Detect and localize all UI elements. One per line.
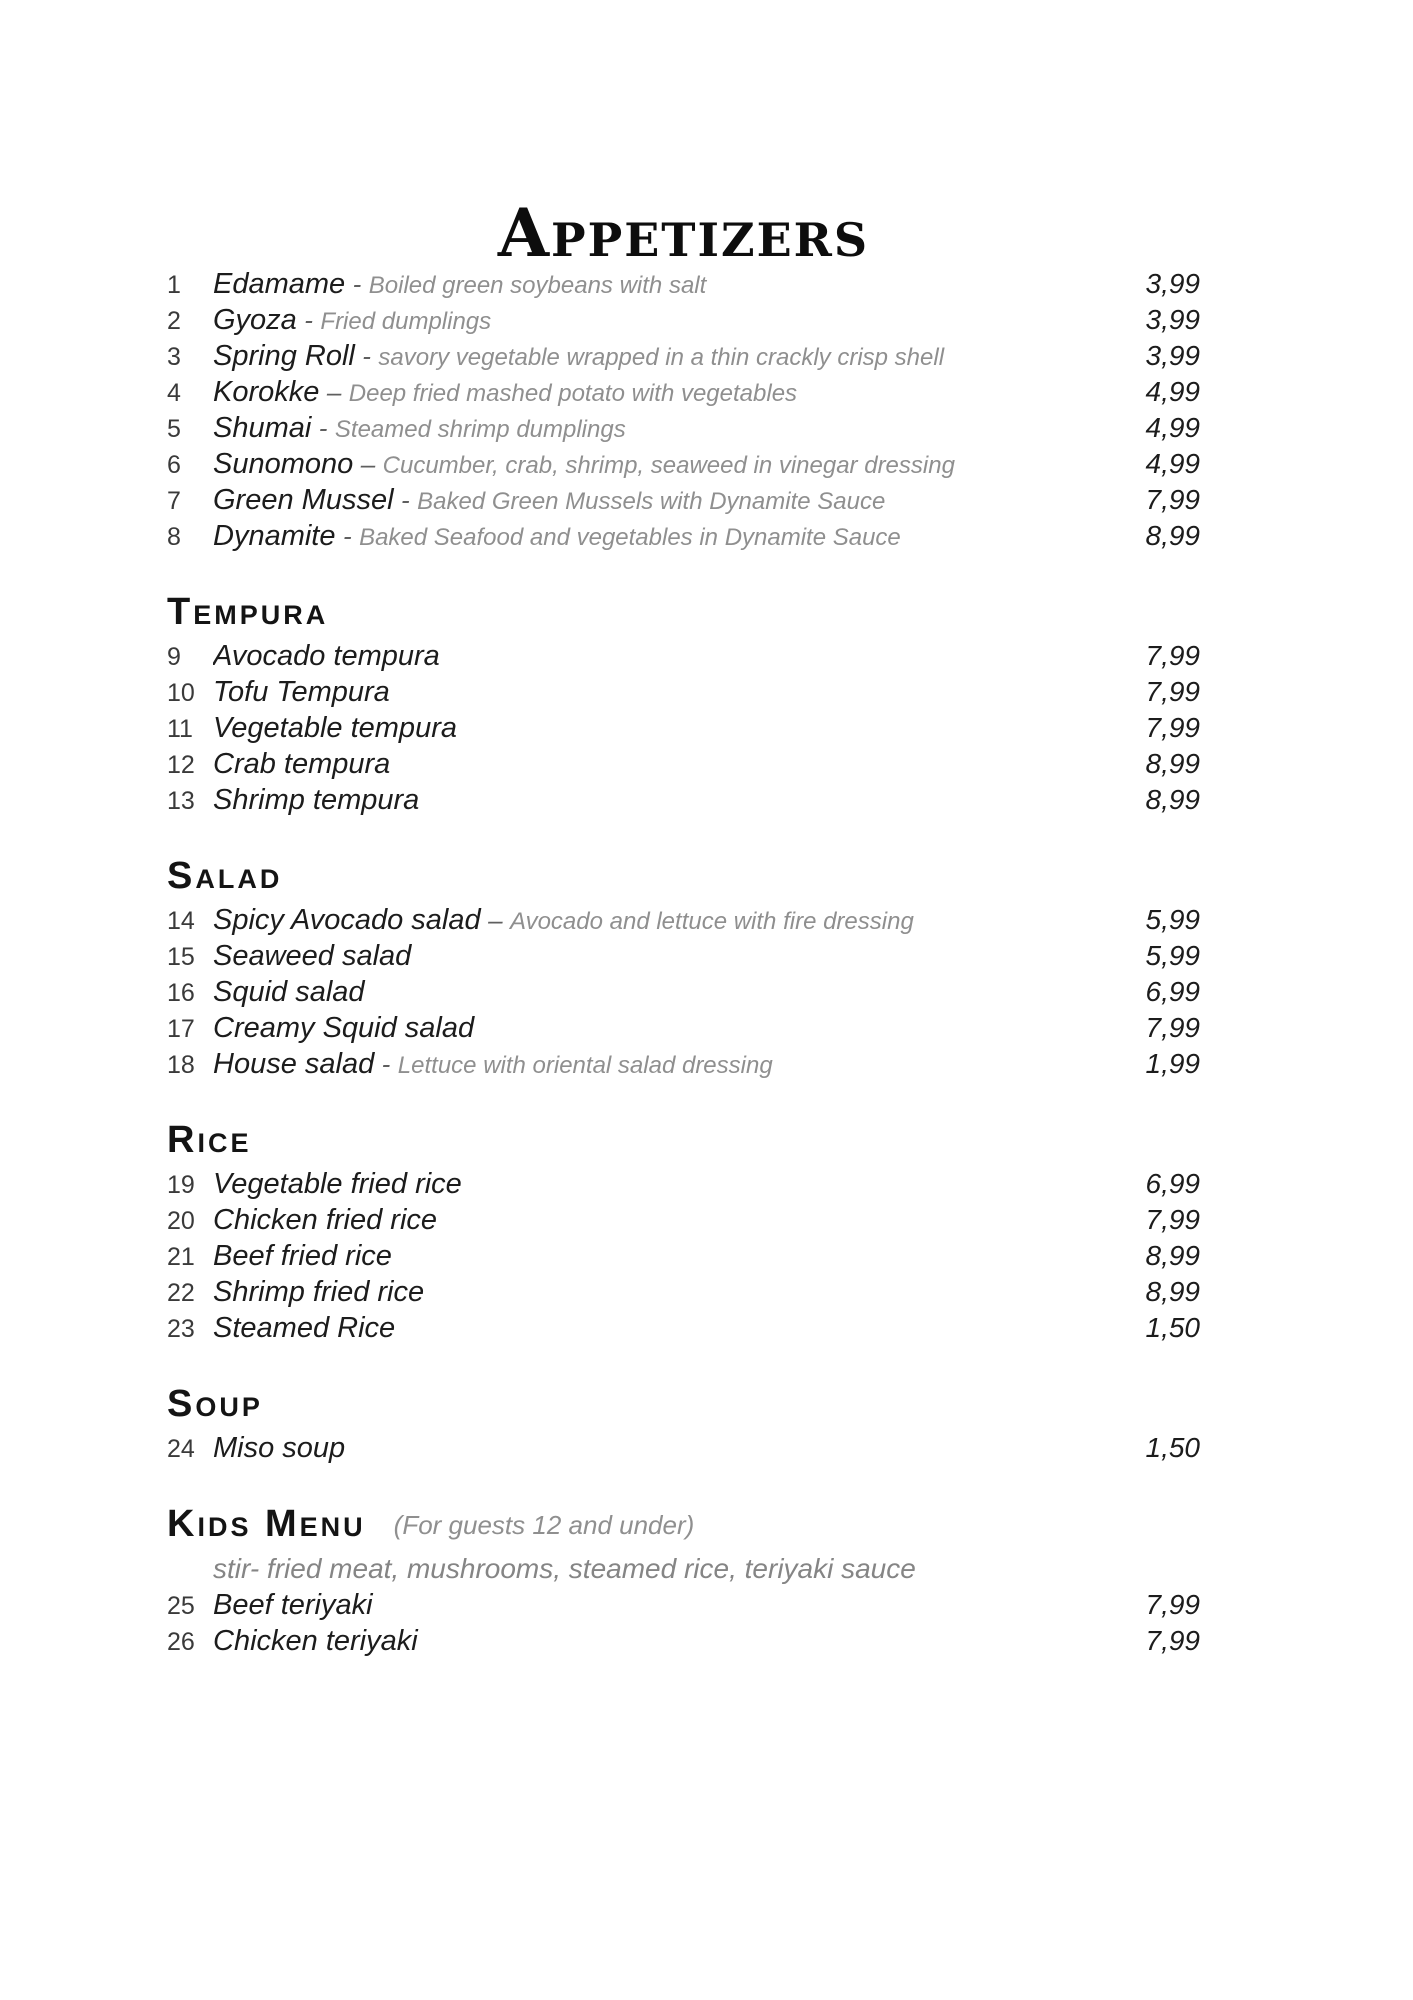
item-price: 7,99 bbox=[1145, 1625, 1200, 1656]
section-heading-salad: Salad bbox=[167, 855, 283, 897]
item-separator: - bbox=[342, 521, 352, 551]
menu-item-row bbox=[167, 410, 1200, 446]
section-heading-kids-menu bbox=[167, 1502, 1200, 1547]
item-price: 6,99 bbox=[1145, 976, 1200, 1007]
item-text bbox=[213, 374, 1120, 415]
kids-menu-heading-label: Kids Menu bbox=[167, 1503, 366, 1545]
item-name: Squid salad bbox=[213, 976, 365, 1008]
menu-item-row bbox=[167, 746, 1200, 782]
item-text bbox=[213, 1166, 1120, 1207]
item-name: Spicy Avocado salad bbox=[213, 904, 481, 936]
item-name: Tofu Tempura bbox=[213, 676, 390, 708]
item-number: 7 bbox=[167, 487, 181, 515]
item-number: 26 bbox=[167, 1628, 195, 1656]
section-kids-menu bbox=[167, 1502, 1200, 1659]
item-name: Miso soup bbox=[213, 1432, 346, 1464]
item-price: 4,99 bbox=[1145, 448, 1200, 479]
item-text bbox=[213, 482, 1120, 523]
item-name: Vegetable fried rice bbox=[213, 1168, 462, 1200]
item-price: 8,99 bbox=[1145, 1276, 1200, 1307]
item-number: 14 bbox=[167, 907, 195, 935]
item-text bbox=[213, 410, 1120, 451]
item-text bbox=[213, 938, 1120, 979]
menu-item-row bbox=[167, 374, 1200, 410]
menu-item-row bbox=[167, 1430, 1200, 1466]
menu-item-row bbox=[167, 674, 1200, 710]
section-heading-tempura: Tempura bbox=[167, 591, 329, 633]
item-text bbox=[213, 446, 1120, 487]
item-name: Sunomono bbox=[213, 448, 354, 480]
item-description: Fried dumplings bbox=[320, 308, 492, 335]
item-name: Gyoza bbox=[213, 304, 297, 336]
item-price: 7,99 bbox=[1145, 1204, 1200, 1235]
menu-item-row bbox=[167, 1046, 1200, 1082]
item-separator: - bbox=[362, 341, 371, 371]
item-separator: - bbox=[318, 413, 328, 443]
item-text bbox=[213, 1010, 1120, 1051]
item-number: 17 bbox=[167, 1015, 195, 1043]
menu-item-row bbox=[167, 302, 1200, 338]
item-name: Dynamite bbox=[213, 520, 336, 552]
item-price: 5,99 bbox=[1145, 904, 1200, 935]
item-text bbox=[213, 1623, 1120, 1664]
item-separator: - bbox=[381, 1049, 391, 1079]
section-soup bbox=[167, 1382, 1200, 1466]
item-text bbox=[213, 302, 1120, 343]
item-name: Seaweed salad bbox=[213, 940, 412, 972]
item-number: 23 bbox=[167, 1315, 195, 1343]
menu-item-row bbox=[167, 974, 1200, 1010]
item-price: 7,99 bbox=[1145, 640, 1200, 671]
item-name: Beef teriyaki bbox=[213, 1589, 373, 1621]
menu-item-row bbox=[167, 338, 1200, 374]
item-text bbox=[213, 638, 1120, 679]
item-price: 1,50 bbox=[1145, 1432, 1200, 1463]
item-price: 6,99 bbox=[1145, 1168, 1200, 1199]
kids-menu-age-note: (For guests 12 and under) bbox=[393, 1510, 695, 1540]
item-text bbox=[213, 746, 1120, 787]
item-number: 20 bbox=[167, 1207, 195, 1235]
item-separator: - bbox=[400, 485, 410, 515]
item-text bbox=[213, 1587, 1120, 1628]
item-price: 4,99 bbox=[1145, 412, 1200, 443]
section-heading-rice: Rice bbox=[167, 1119, 252, 1161]
item-price: 5,99 bbox=[1145, 940, 1200, 971]
menu-item-row bbox=[167, 1238, 1200, 1274]
menu-item-row bbox=[167, 782, 1200, 818]
item-name: Spring Roll bbox=[213, 340, 355, 372]
menu-item-row bbox=[167, 1310, 1200, 1346]
item-name: Beef fried rice bbox=[213, 1240, 392, 1272]
item-separator: – bbox=[326, 377, 342, 407]
section-salad bbox=[167, 854, 1200, 1082]
item-description: Steamed shrimp dumplings bbox=[334, 416, 626, 443]
item-name: Chicken teriyaki bbox=[213, 1625, 418, 1657]
item-text bbox=[213, 1238, 1120, 1279]
menu-item-row bbox=[167, 446, 1200, 482]
item-number: 24 bbox=[167, 1435, 195, 1463]
section-heading-soup: Soup bbox=[167, 1383, 263, 1425]
item-name: Crab tempura bbox=[213, 748, 391, 780]
item-number: 22 bbox=[167, 1279, 195, 1307]
item-number: 4 bbox=[167, 379, 181, 407]
item-number: 9 bbox=[167, 643, 181, 671]
item-price: 8,99 bbox=[1145, 1240, 1200, 1271]
menu-content bbox=[167, 0, 1200, 1659]
item-price: 8,99 bbox=[1145, 520, 1200, 551]
item-number: 16 bbox=[167, 979, 195, 1007]
item-price: 3,99 bbox=[1145, 268, 1200, 299]
item-text bbox=[213, 902, 1120, 943]
item-name: Vegetable tempura bbox=[213, 712, 457, 744]
item-price: 3,99 bbox=[1145, 304, 1200, 335]
item-name: Shrimp tempura bbox=[213, 784, 420, 816]
menu-item-row bbox=[167, 1202, 1200, 1238]
menu-item-row bbox=[167, 638, 1200, 674]
item-text bbox=[213, 710, 1120, 751]
menu-item-row bbox=[167, 482, 1200, 518]
section-appetizers bbox=[167, 266, 1200, 554]
item-price: 7,99 bbox=[1145, 676, 1200, 707]
item-description: Baked Green Mussels with Dynamite Sauce bbox=[417, 488, 886, 515]
item-description: Boiled green soybeans with salt bbox=[368, 272, 707, 299]
menu-item-row bbox=[167, 1010, 1200, 1046]
item-number: 10 bbox=[167, 679, 195, 707]
item-number: 11 bbox=[167, 715, 193, 743]
item-text bbox=[213, 1310, 1120, 1351]
item-text bbox=[213, 1274, 1120, 1315]
item-number: 25 bbox=[167, 1592, 195, 1620]
item-number: 18 bbox=[167, 1051, 195, 1079]
section-tempura bbox=[167, 590, 1200, 818]
menu-item-row bbox=[167, 266, 1200, 302]
item-description: Baked Seafood and vegetables in Dynamite Sauce bbox=[359, 524, 901, 551]
item-text bbox=[213, 674, 1120, 715]
item-name: Shumai bbox=[213, 412, 312, 444]
item-number: 13 bbox=[167, 787, 195, 815]
item-number: 5 bbox=[167, 415, 181, 443]
item-description: Deep fried mashed potato with vegetables bbox=[348, 380, 798, 407]
menu-item-row bbox=[167, 1587, 1200, 1623]
item-separator: - bbox=[352, 269, 362, 299]
item-price: 7,99 bbox=[1145, 712, 1200, 743]
item-number: 2 bbox=[167, 307, 181, 335]
menu-item-row bbox=[167, 1274, 1200, 1310]
item-separator: – bbox=[360, 449, 376, 479]
item-text bbox=[213, 1430, 1120, 1471]
item-number: 15 bbox=[167, 943, 195, 971]
item-separator: – bbox=[488, 905, 503, 935]
item-name: Green Mussel bbox=[213, 484, 394, 516]
item-name: Korokke bbox=[213, 376, 320, 408]
item-price: 8,99 bbox=[1145, 784, 1200, 815]
menu-item-row bbox=[167, 518, 1200, 554]
item-text bbox=[213, 974, 1120, 1015]
item-price: 1,99 bbox=[1145, 1048, 1200, 1079]
item-text bbox=[213, 782, 1120, 823]
item-name: Shrimp fried rice bbox=[213, 1276, 425, 1308]
item-number: 19 bbox=[167, 1171, 195, 1199]
item-text bbox=[213, 338, 1120, 379]
item-number: 3 bbox=[167, 343, 181, 371]
item-name: Chicken fried rice bbox=[213, 1204, 438, 1236]
item-name: House salad bbox=[213, 1048, 375, 1080]
item-price: 7,99 bbox=[1145, 1012, 1200, 1043]
item-name: Edamame bbox=[213, 268, 346, 300]
item-text bbox=[213, 1202, 1120, 1243]
item-number: 6 bbox=[167, 451, 181, 479]
item-number: 1 bbox=[167, 271, 181, 299]
item-price: 7,99 bbox=[1145, 484, 1200, 515]
item-name: Avocado tempura bbox=[213, 640, 440, 672]
item-text bbox=[213, 266, 1120, 307]
kids-menu-subtitle: stir- fried meat, mushrooms, steamed rice, teriyaki sauce bbox=[213, 1553, 916, 1584]
item-price: 4,99 bbox=[1145, 376, 1200, 407]
item-description: savory vegetable wrapped in a thin crackly crisp shell bbox=[378, 344, 945, 371]
item-number: 8 bbox=[167, 523, 181, 551]
item-number: 12 bbox=[167, 751, 195, 779]
item-text bbox=[213, 518, 1120, 559]
section-rice bbox=[167, 1118, 1200, 1346]
menu-item-row bbox=[167, 710, 1200, 746]
item-name: Creamy Squid salad bbox=[213, 1012, 475, 1044]
menu-item-row bbox=[167, 938, 1200, 974]
item-price: 8,99 bbox=[1145, 748, 1200, 779]
menu-item-row bbox=[167, 902, 1200, 938]
menu-item-row bbox=[167, 1166, 1200, 1202]
item-description: Avocado and lettuce with fire dressing bbox=[510, 908, 914, 935]
page-title: Appetizers bbox=[497, 194, 870, 272]
item-description: Cucumber, crab, shrimp, seaweed in vinegar dressing bbox=[382, 452, 955, 479]
item-separator: - bbox=[304, 305, 313, 335]
item-price: 1,50 bbox=[1145, 1312, 1200, 1343]
item-price: 7,99 bbox=[1145, 1589, 1200, 1620]
item-text bbox=[213, 1046, 1120, 1087]
item-number: 21 bbox=[167, 1243, 195, 1271]
item-description: Lettuce with oriental salad dressing bbox=[397, 1052, 773, 1079]
item-name: Steamed Rice bbox=[213, 1312, 396, 1344]
item-price: 3,99 bbox=[1145, 340, 1200, 371]
menu-item-row bbox=[167, 1623, 1200, 1659]
